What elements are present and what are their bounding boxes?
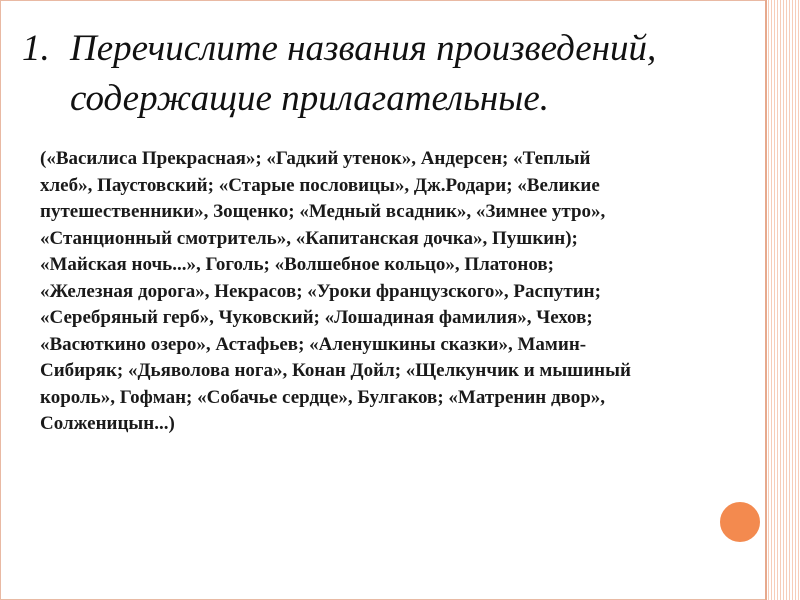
title-line-1: Перечислите названия произведений, [70,28,657,69]
body-line: путешественники», Зощенко; «Медный всадник», «Зимнее утро», [40,201,606,222]
body-line: («Василиса Прекрасная»; «Гадкий утенок», Андерсен; «Теплый [40,148,591,169]
works-list-text [40,146,740,438]
body-line: «Железная дорога», Некрасов; «Уроки французского», Распутин; [40,280,601,302]
body-line: «Майская ночь...», Гоголь; «Волшебное кольцо», Платонов; [40,254,554,275]
body-line: король», Гофман; «Собачье сердце», Булгаков; «Матренин двор», [40,386,606,408]
title-line-2: содержащие прилагательные. [70,78,550,119]
title-number: 1. [22,28,50,69]
accent-circle [718,500,762,544]
body-line: «Васюткино озеро», Астафьев; «Аленушкины сказки», Мамин- [40,333,587,355]
body-line: «Станционный смотритель», «Капитанская дочка», Пушкин); [40,227,578,249]
body-line: Сибиряк; «Дьяволова нога», Конан Дойл; «Щелкунчик и мышиный [40,360,631,381]
decorative-band-edge [765,0,767,600]
body-line: хлеб», Паустовский; «Старые пословицы», Дж.Родари; «Великие [40,174,600,196]
slide-title [22,24,762,124]
body-line: «Серебряный герб», Чуковский; «Лошадиная фамилия», Чехов; [40,307,593,328]
decorative-stripe-band [765,0,800,600]
body-line: Солженицын...) [40,413,175,434]
